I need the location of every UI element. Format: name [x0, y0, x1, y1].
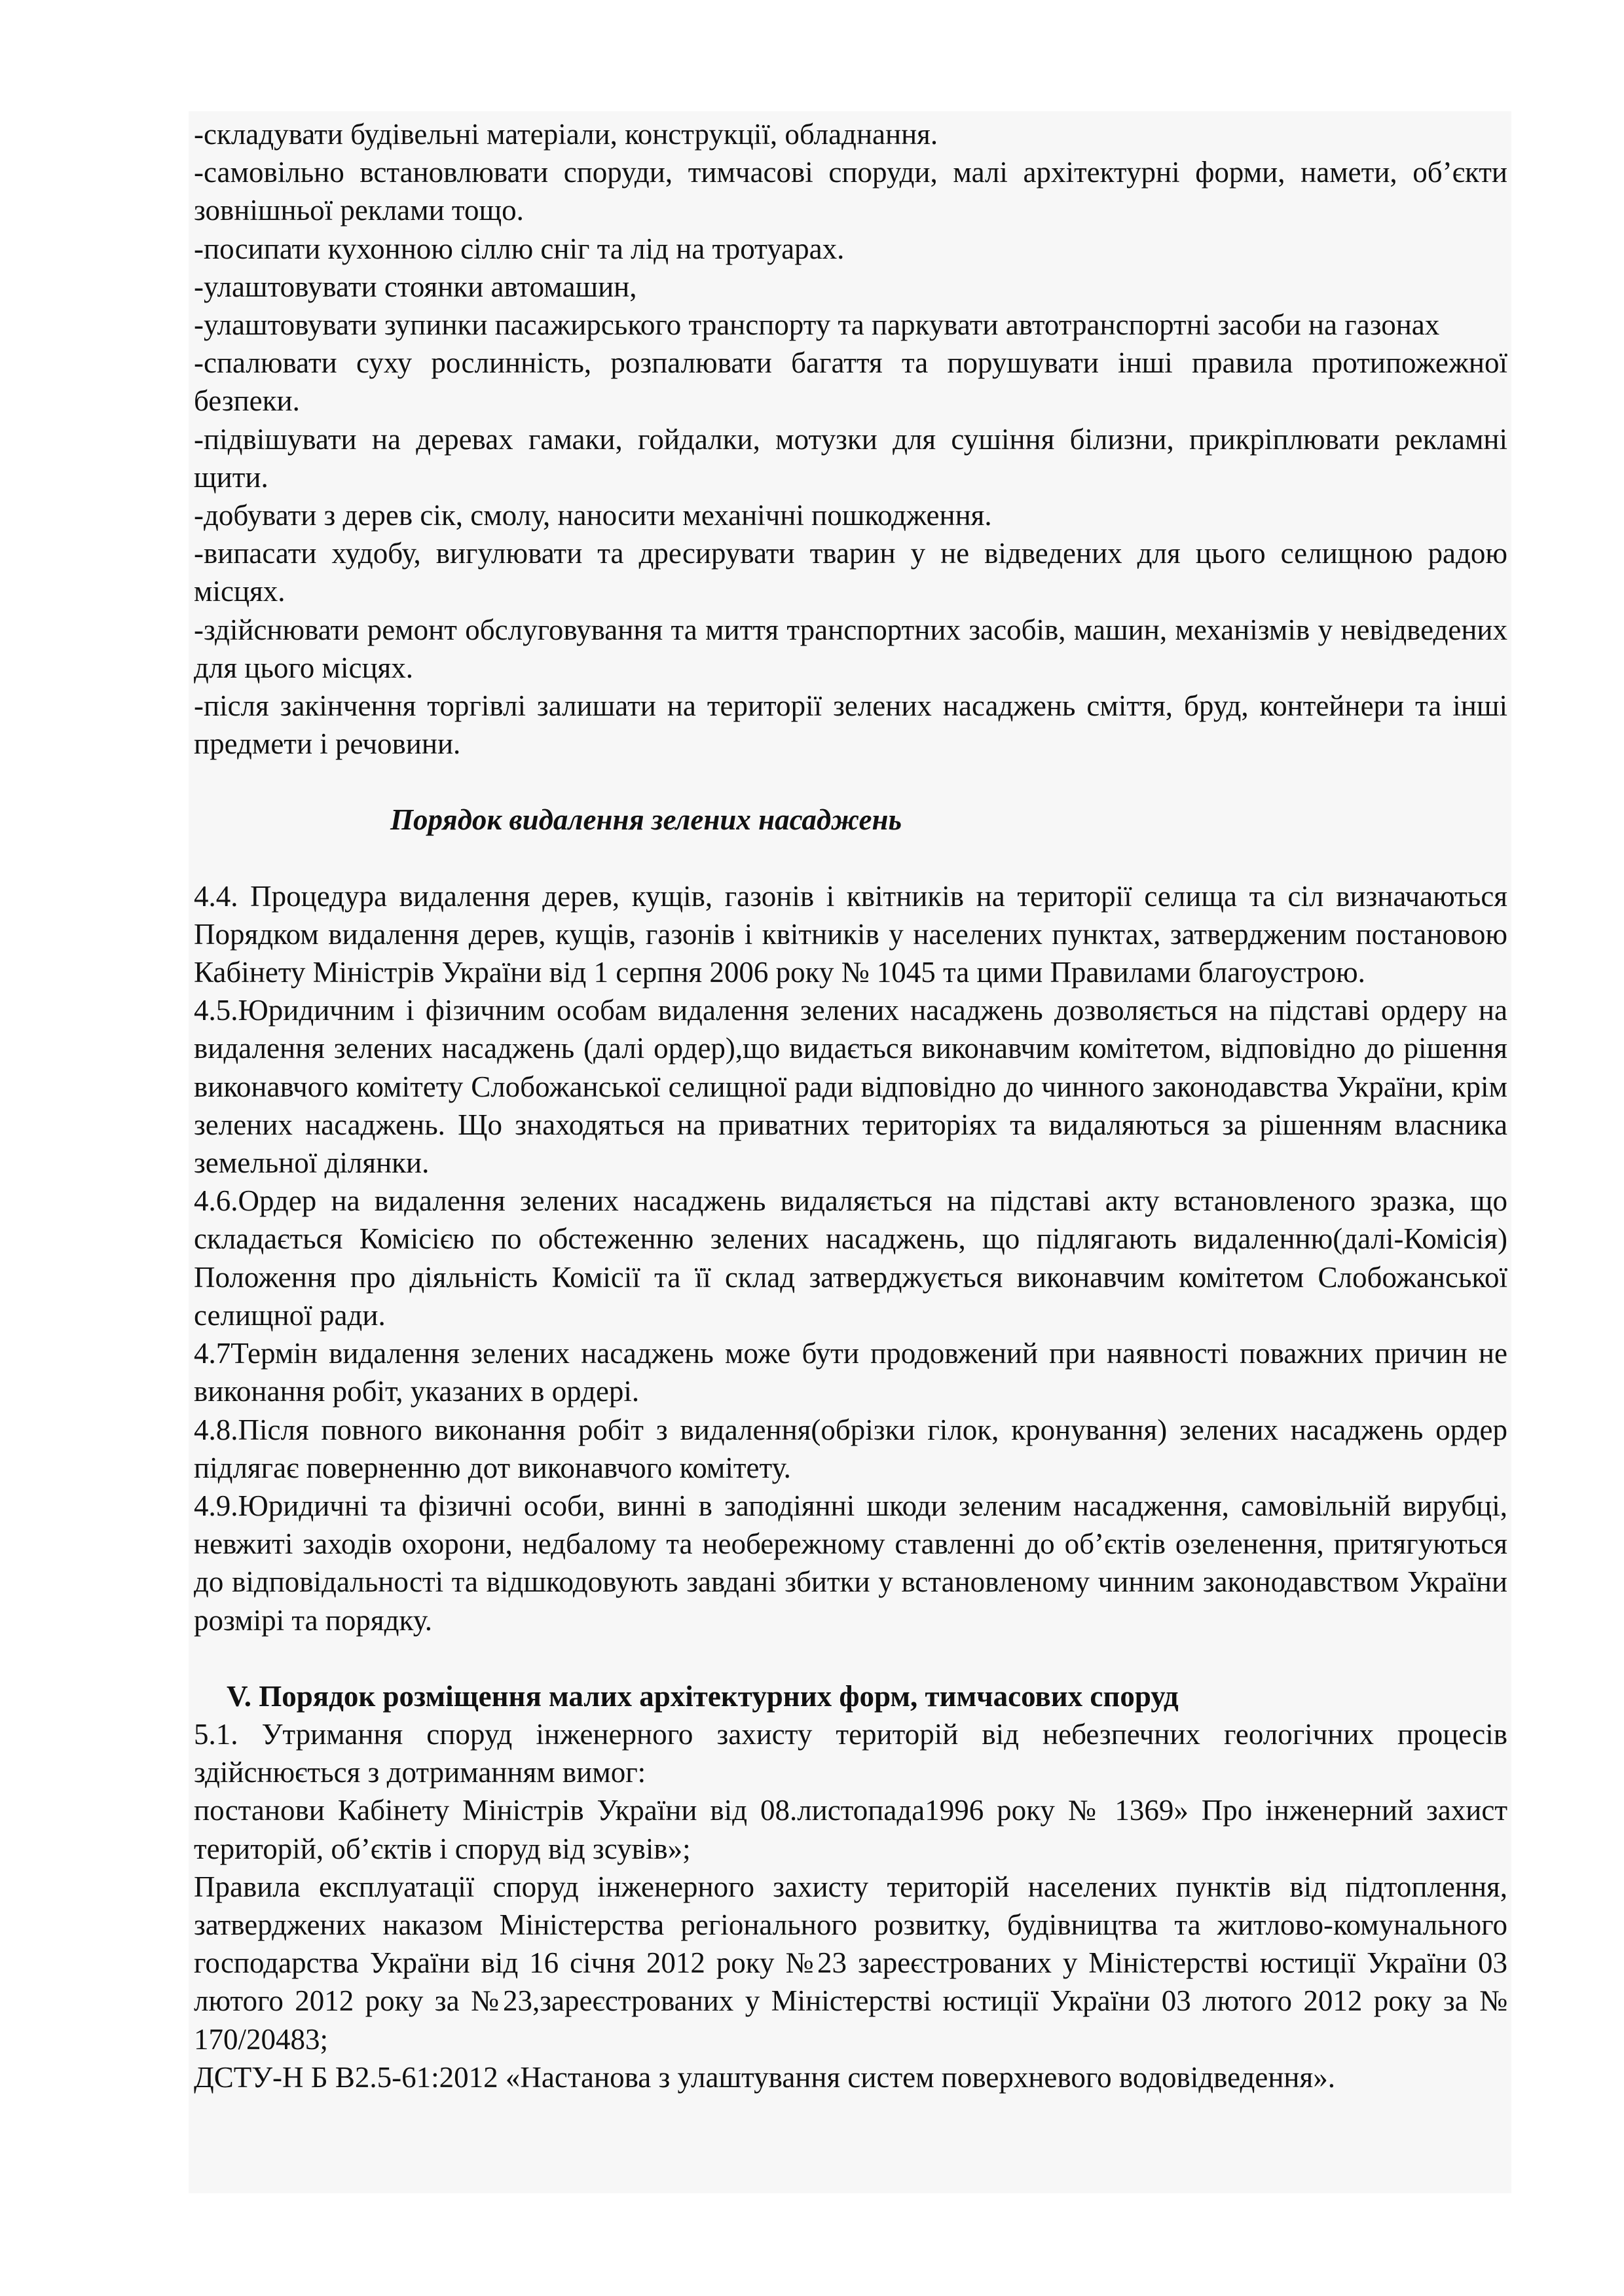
paragraph-4-7: 4.7Термін видалення зелених насаджень може бути продовжений при наявності поважних причин не виконання робіт, указаних в ордері. [194, 1337, 1507, 1408]
paragraph-5-1: 5.1. Утримання споруд інженерного захисту територій від небезпечних геологічних процесів здійснюється з дотриманням вимог: [194, 1717, 1507, 1789]
paragraph-4-5: 4.5.Юридичним і фізичним особам видалення зелених насаджень дозволяється на підставі ордеру на видалення зелених насаджень (далі ордер),що видається виконавчим комітетом, відповідно до рішення виконавчого комітету Слобожанської селищної ради відповідно до чинного законодавства України, крім зелених насаджень. Що знаходяться на приватних територіях та видаляються за рішенням власника земельної ділянки. [194, 994, 1507, 1180]
list-item: -випасати худобу, вигулювати та дресирувати тварин у не відведених для цього селищною радою місцях. [194, 537, 1507, 608]
paragraph-4-9: 4.9.Юридичні та фізичні особи, винні в заподіянні шкоди зеленим насадження, самовільній вирубці, невжиті заходів охорони, недбалому та необережному ставленні до об’єктів озеленення, притягуються до відповідальності та відшкодовують завдані збитки у встановленому чинним законодавством України розмірі та порядку. [194, 1489, 1507, 1637]
list-item: -самовільно встановлювати споруди, тимчасові споруди, малі архітектурні форми, намети, об’єкти зовнішньої реклами тощо. [194, 156, 1507, 227]
list-item: -здійснювати ремонт обслуговування та миття транспортних засобів, машин, механізмів у невідведених для цього місцях. [194, 613, 1507, 684]
paragraph-4-4: 4.4. Процедура видалення дерев, кущів, газонів і квітників на території селища та сіл визначаються Порядком видалення дерев, кущів, газонів і квітників у населених пунктах, затвердженим постановою Кабінету Міністрів України від 1 серпня 2006 року № 1045 та цими Правилами благоустрою. [194, 879, 1507, 989]
list-item: -посипати кухонною сіллю сніг та лід на тротуарах. [194, 232, 845, 265]
paragraph-dstu: ДСТУ-Н Б В2.5-61:2012 «Настанова з улаштування систем поверхневого водовідведення». [194, 2060, 1335, 2094]
list-item: -після закінчення торгівлі залишати на території зелених насаджень сміття, бруд, контейнери та інші предмети і речовини. [194, 689, 1507, 761]
paragraph-resolution: постанови Кабінету Міністрів України від 08.листопада1996 року № 1369» Про інженерний захист територій, об’єктів і споруд від зсувів»; [194, 1794, 1507, 1865]
paragraph-rules: Правила експлуатації споруд інженерного захисту територій населених пунктів від підтоплення, затверджених наказом Міністерства регіонального розвитку, будівництва та житлово-комунального господарства України від 16 січня 2012 року №23 зареєстрованих у Міністерстві юстиції України 03 лютого 2012 року за №23,зареєстрованих у Міністерстві юстиції України 03 лютого 2012 року за № 170/20483; [194, 1870, 1507, 2056]
section-heading-v: V. Порядок розміщення малих архітектурних форм, тимчасових споруд [227, 1679, 1179, 1713]
list-item: -добувати з дерев сік, смолу, наносити механічні пошкодження. [194, 499, 992, 532]
list-item: -підвішувати на деревах гамаки, гойдалки, мотузки для сушіння білизни, прикріплювати рекламні щити. [194, 422, 1507, 494]
section-heading-removal: Порядок видалення зелених насаджень [390, 803, 902, 837]
paragraph-4-6: 4.6.Ордер на видалення зелених насаджень видаляється на підставі акту встановленого зразка, що складається Комісією по обстеженню зелених насаджень, що підлягають видаленню(далі-Комісія) Положення про діяльність Комісії та її склад затверджується виконавчим комітетом Слобожанської селищної ради. [194, 1184, 1507, 1332]
paragraph-4-8: 4.8.Після повного виконання робіт з видалення(обрізки гілок, кронування) зелених насаджень ордер підлягає поверненню дот виконавчого комітету. [194, 1413, 1507, 1484]
list-item: -спалювати суху рослинність, розпалювати багаття та порушувати інші правила протипожежної безпеки. [194, 346, 1507, 418]
list-item: -улаштовувати зупинки пасажирського транспорту та паркувати автотранспортні засоби на газонах [194, 308, 1440, 342]
document-body [194, 115, 1507, 2096]
list-item: -улаштовувати стоянки автомашин, [194, 270, 637, 303]
list-item: -складувати будівельні матеріали, конструкції, обладнання. [194, 118, 938, 151]
